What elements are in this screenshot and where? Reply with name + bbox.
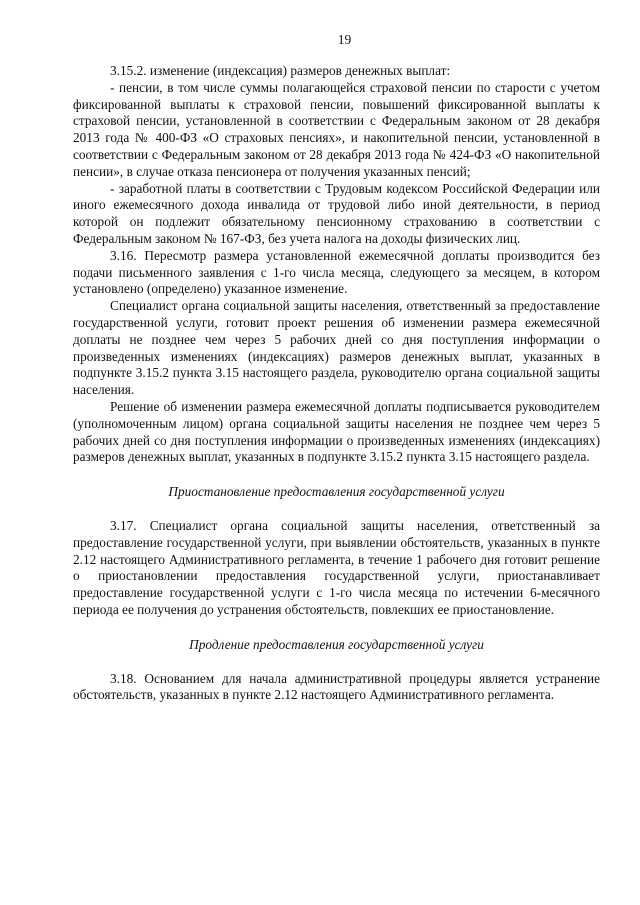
- paragraph-3-16: 3.16. Пересмотр размера установленной ежемесячной доплаты производится без подачи письменного заявления с 1-го числа месяца, следующего за месяцем, в котором установлено (определено) указанное изменение.: [73, 247, 600, 297]
- section-heading-suspension: Приостановление предоставления государственной услуги: [168, 484, 505, 500]
- page-number: 19: [337, 32, 352, 47]
- paragraph-3-15-2: 3.15.2. изменение (индексация) размеров денежных выплат:: [110, 63, 451, 78]
- section-heading-extension: Продление предоставления государственной услуги: [189, 636, 484, 652]
- paragraph-3-17: 3.17. Специалист органа социальной защиты населения, ответственный за предоставление государственной услуги, при выявлении обстоятельств, указанных в пункте 2.12 настоящего Административного регламента, в течение 1 рабочего дня готовит решение о приостановлении предоставления государственной услуги, приостанавливает предоставление государственной услуги с 1-го числа месяца по истечении 6-месячного периода ее получения до устранения обстоятельств, повлекших ее приостановление.: [73, 517, 600, 617]
- paragraph-decision: Решение об изменении размера ежемесячной доплаты подписывается руководителем (уполномоченным лицом) органа социальной защиты населения не позднее чем через 5 рабочих дней со дня поступления информации о произведенных изменениях (индексациях) размеров денежных выплат, указанных в подпункте 3.15.2 пункта 3.15 настоящего раздела.: [73, 398, 600, 465]
- paragraph-salary: - заработной платы в соответствии с Трудовым кодексом Российской Федерации или иного ежемесячного дохода инвалида от трудовой либо иной деятельности, в период которой он подлежит обязательному пенсионному страхованию в соответствии с Федеральным законом № 167-ФЗ, без учета налога на доходы физических лиц.: [73, 180, 600, 246]
- paragraph-3-18: 3.18. Основанием для начала административной процедуры является устранение обстоятельств, указанных в пункте 2.12 настоящего Административного регламента.: [73, 670, 600, 703]
- paragraph-specialist: Специалист органа социальной защиты населения, ответственный за предоставление государственной услуги, готовит проект решения об изменении размера ежемесячной доплаты не позднее чем через 5 рабочих дней со дня поступления информации о произведенных изменениях (индексациях) размеров денежных выплат, указанных в подпункте 3.15.2 пункта 3.15 настоящего раздела, руководителю органа социальной защиты населения.: [73, 298, 600, 398]
- paragraph-pension: - пенсии, в том числе суммы полагающейся страховой пенсии по старости с учетом фиксированной выплаты к страховой пенсии, повышений фиксированной выплаты к страховой пенсии, установленной в соответствии с Федеральным законом от 28 декабря 2013 года № 400-ФЗ «О страховых пенсиях», и накопительной пенсии, установленной в соответствии с Федеральным законом от 28 декабря 2013 года № 424-ФЗ «О накопительной пенсии», в случае отказа пенсионера от получения указанных пенсий;: [73, 79, 600, 179]
